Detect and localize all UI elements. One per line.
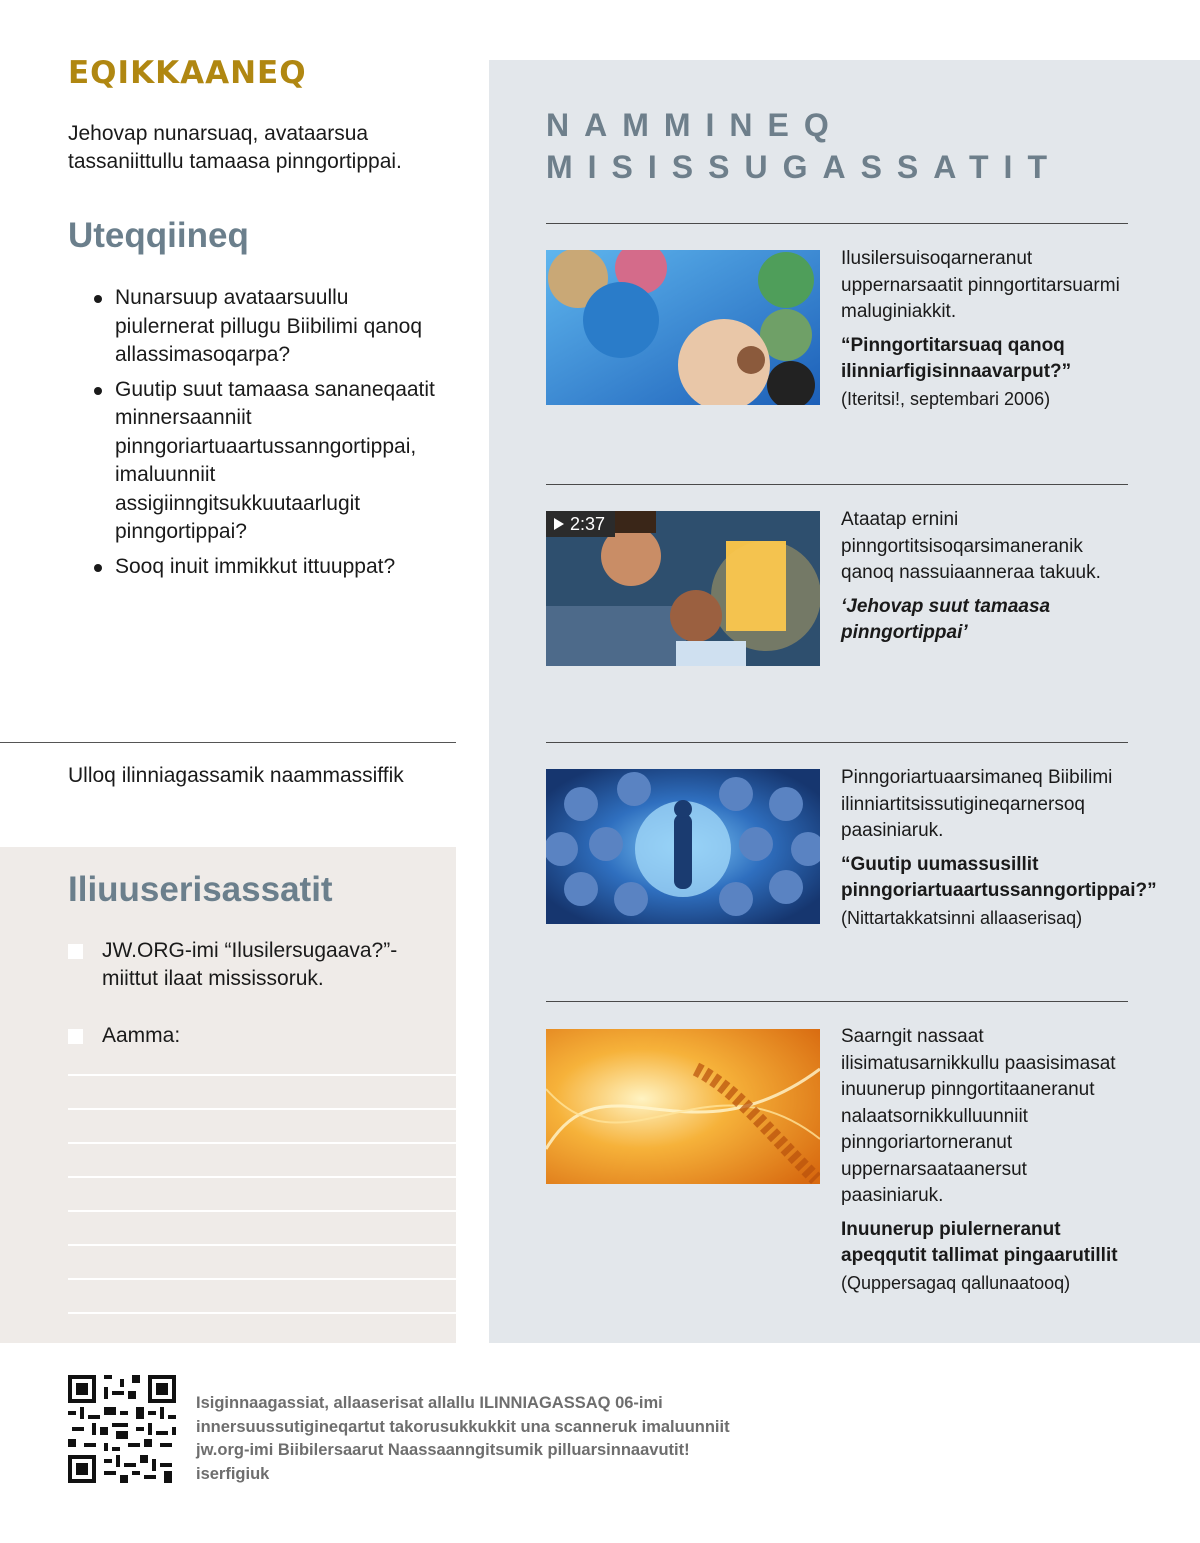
footer-note: Isiginnaagassiat, allaaserisat allallu ILINNIAGASSAQ 06-imi innersuussutigineqartut takorusukkukkit una scanneruk imaluunniit jw.org-imi Biibilersaarut Naassaanngitsumik pilluarsinnaavutit! iserfigiuk [196,1394,730,1483]
animals-human-circle-image[interactable] [546,769,820,924]
video-duration-badge [546,511,615,537]
challenge-item-text: JW.ORG-imi “Ilusilersugaava?”-miittut ilaat mississoruk. [102,939,398,990]
write-line[interactable] [68,1142,456,1144]
write-line[interactable] [68,1278,456,1280]
write-line[interactable] [68,1074,456,1076]
resource-title: ‘Jehovap suut tamaasa pinngortippai’ [841,595,1051,643]
qr-code-icon[interactable] [68,1375,176,1483]
write-line[interactable] [68,1210,456,1212]
explore-heading [546,104,1166,188]
resource-source: (Quppersagaq qallunaatooq) [841,1272,1071,1293]
dna-strand-image[interactable] [546,1029,820,1184]
resource-text [841,507,1131,647]
challenge-item-text: Aamma: [102,1024,181,1047]
write-line[interactable] [68,1244,456,1246]
explore-heading-line: MISISSUGASSATIT [546,149,1062,185]
challenge-item[interactable] [68,937,438,993]
resource-description: Pinngoriartuaarsimaneq Biibilimi ilinniartitsissutigineqarnersoq paasiniaruk. [841,767,1113,841]
write-line[interactable] [68,1312,456,1314]
resource-title: Inuunerup piulerneranut apeqqutit tallimat pingaarutillit [841,1218,1118,1266]
summary-label: EQIKKAANEQ [68,55,307,91]
divider [546,223,1128,224]
resource-title: “Guutip uumassusillit pinngoriartuaartussanngortippai?” [841,853,1157,901]
resource-link[interactable] [841,1217,1131,1298]
play-icon [554,518,564,530]
resource-link[interactable] [841,852,1157,933]
review-question: Nunarsuup avataarsuullu piulernerat pillugu Biibilimi qanoq allassimasoqarpa? [92,284,452,370]
review-heading: Uteqqiineq [68,216,249,255]
video-duration: 2:37 [570,514,606,534]
resource-link[interactable] [841,333,1131,414]
resource-title: “Pinngortitarsuaq qanoq ilinniarfigisinnaavarput?” [841,334,1072,382]
review-questions-list [92,284,452,587]
review-question: Sooq inuit immikkut ittuuppat? [92,553,452,582]
write-line[interactable] [68,1176,456,1178]
resource-text [841,246,1131,413]
checkbox[interactable] [68,1029,83,1044]
explore-heading-line: NAMMINEQ [546,107,844,143]
resource-description: Ataatap ernini pinngortitsisoqarsimaneranik qanoq nassuiaanneraa takuuk. [841,509,1101,583]
nature-collage-image[interactable] [546,250,820,405]
goal-date-label: Ulloq ilinniagassamik naammassiffik [68,764,404,787]
resource-description: Ilusilersuisoqarneranut uppernarsaatit pinngortitarsuarmi maluginiakkit. [841,248,1120,322]
challenge-item[interactable] [68,1022,438,1050]
divider [546,1001,1128,1002]
checkbox[interactable] [68,944,83,959]
father-son-video-thumbnail[interactable] [546,511,820,666]
resource-source: (Iteritsi!, septembari 2006) [841,388,1051,409]
resource-description: Saarngit nassaat ilisimatusarnikkullu paasisimasat inuunerup pinngortitaaneranut nalaatsornikkulluunniit pinngoriartorneranut uppernarsaataanersut paasiniaruk. [841,1026,1116,1206]
divider [546,484,1128,485]
divider [546,742,1128,743]
resource-text [841,765,1157,932]
challenge-heading: Iliuuserisassatit [68,870,333,909]
challenge-panel [0,847,456,1343]
resource-link[interactable] [841,594,1131,647]
resource-text [841,1024,1131,1297]
review-question: Guutip suut tamaasa sananeqaatit minnersaanniit pinngoriartuaartussanngortippai, imaluunniit assigiinngitsukkuutaarlugit pinngortippai? [92,376,452,547]
resource-source: (Nittartakkatsinni allaaserisaq) [841,907,1083,928]
summary-text: Jehovap nunarsuaq, avataarsua tassaniittullu tamaasa pinngortippai. [68,122,402,173]
divider [0,742,456,743]
write-line[interactable] [68,1108,456,1110]
